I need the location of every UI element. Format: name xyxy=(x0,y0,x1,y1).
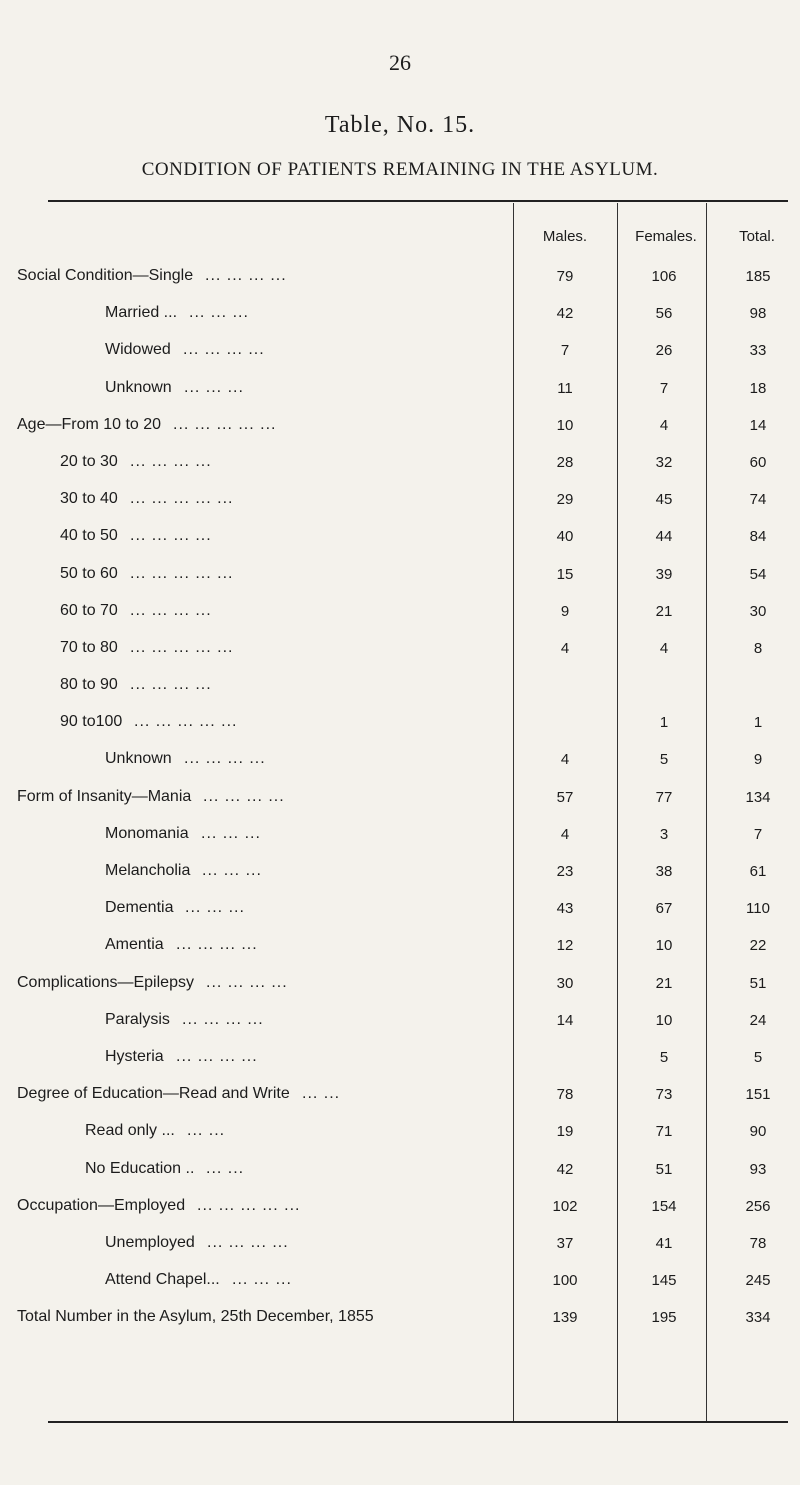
cell-total: 22 xyxy=(749,937,767,955)
cell-females: 39 xyxy=(655,565,673,583)
cell-females: 154 xyxy=(651,1197,677,1215)
table-row xyxy=(0,816,800,853)
leader-dots: ... ... ... ... xyxy=(183,341,265,359)
cell-males: 102 xyxy=(552,1197,578,1215)
cell-males: 15 xyxy=(556,565,574,583)
cell-females: 21 xyxy=(655,602,673,620)
row-label: Form of Insanity—Mania xyxy=(17,787,192,805)
table-row xyxy=(0,667,800,704)
cell-total: 93 xyxy=(749,1160,767,1178)
table-row xyxy=(0,481,800,518)
row-label: Social Condition—Single xyxy=(17,267,194,284)
cell-males: 12 xyxy=(556,937,574,955)
cell-females: 4 xyxy=(659,416,669,434)
cell-females: 10 xyxy=(655,1011,673,1029)
leader-dots: ... ... ... ... ... xyxy=(197,1196,301,1214)
cell-total: 74 xyxy=(749,491,767,509)
cell-total: 256 xyxy=(745,1197,771,1215)
cell-total: 84 xyxy=(749,528,767,546)
leader-dots: ... ... ... ... xyxy=(184,750,266,768)
table-row xyxy=(0,890,800,927)
leader-dots: ... ... ... ... xyxy=(182,1010,264,1028)
cell-males: 78 xyxy=(556,1086,574,1104)
row-label: Paralysis xyxy=(105,1010,170,1028)
row-label: Monomania xyxy=(105,824,189,842)
cell-females: 77 xyxy=(655,788,673,806)
table-row xyxy=(0,593,800,630)
cell-total: 110 xyxy=(746,900,770,918)
table-row xyxy=(0,630,800,667)
table-row xyxy=(0,741,800,778)
cell-total: 61 xyxy=(749,863,767,880)
cell-males: 11 xyxy=(557,379,573,397)
cell-total: 30 xyxy=(749,602,767,620)
table-row xyxy=(0,1151,800,1188)
cell-females: 67 xyxy=(655,900,673,918)
cell-females: 56 xyxy=(655,305,673,323)
leader-dots: ... ... ... xyxy=(185,899,245,917)
leader-dots: ... ... ... ... xyxy=(130,452,212,470)
cell-total: 245 xyxy=(745,1272,771,1290)
cell-females: 38 xyxy=(655,863,673,880)
leader-dots: ... ... xyxy=(302,1085,341,1103)
cell-total: 185 xyxy=(745,268,771,285)
cell-total: 134 xyxy=(745,788,771,806)
table-row xyxy=(0,444,800,481)
cell-females: 7 xyxy=(659,379,669,397)
cell-females: 44 xyxy=(655,528,673,546)
leader-dots: ... ... ... xyxy=(189,304,249,322)
row-label: Degree of Education—Read and Write xyxy=(17,1085,290,1103)
cell-males: 4 xyxy=(560,639,570,657)
column-header-females: Females. xyxy=(635,228,697,245)
table-bottom-rule xyxy=(48,1421,788,1423)
table-row xyxy=(0,1262,800,1299)
cell-females: 145 xyxy=(651,1272,677,1290)
cell-males: 57 xyxy=(556,788,574,806)
cell-females: 3 xyxy=(659,825,669,843)
leader-dots: ... ... ... ... xyxy=(207,1233,289,1251)
cell-females: 195 xyxy=(651,1309,677,1327)
cell-females: 10 xyxy=(655,937,673,955)
leader-dots: ... ... ... ... xyxy=(203,787,285,805)
cell-females: 51 xyxy=(655,1160,673,1178)
cell-total: 7 xyxy=(753,825,763,843)
table-subtitle: CONDITION OF PATIENTS REMAINING IN THE ASYLUM. xyxy=(141,159,659,180)
row-label: Complications—Epilepsy xyxy=(17,973,194,991)
table-row xyxy=(0,332,800,369)
cell-females: 5 xyxy=(659,1048,669,1066)
row-label: 20 to 30 xyxy=(60,452,118,470)
cell-males: 42 xyxy=(556,305,574,323)
cell-total: 9 xyxy=(753,751,763,769)
table-row xyxy=(0,1076,800,1113)
cell-males: 40 xyxy=(556,528,574,546)
row-label: Unknown xyxy=(105,378,172,396)
page-number: 26 xyxy=(389,50,411,75)
cell-males: 4 xyxy=(560,751,570,769)
leader-dots: ... ... xyxy=(187,1122,226,1140)
table-row xyxy=(0,1188,800,1225)
column-header-total: Total. xyxy=(739,228,775,245)
leader-dots: ... ... ... ... xyxy=(176,936,258,954)
cell-males: 43 xyxy=(556,900,574,918)
table-row xyxy=(0,407,800,444)
cell-females: 26 xyxy=(655,342,673,360)
row-label: Married ... xyxy=(105,304,178,322)
cell-total: 51 xyxy=(749,974,767,992)
table-row xyxy=(0,1299,800,1336)
row-label: 80 to 90 xyxy=(60,676,118,694)
leader-dots: ... ... ... xyxy=(232,1271,292,1289)
row-label: Unemployed xyxy=(105,1233,195,1251)
cell-females: 45 xyxy=(655,491,673,509)
leader-dots: ... ... ... ... xyxy=(205,267,287,284)
table-row xyxy=(0,927,800,964)
leader-dots: ... ... ... xyxy=(201,824,261,842)
table-row xyxy=(0,556,800,593)
cell-total: 5 xyxy=(753,1048,763,1066)
cell-total: 8 xyxy=(753,639,763,657)
table-row xyxy=(0,965,800,1002)
row-label: Widowed xyxy=(105,341,171,359)
cell-males: 29 xyxy=(556,491,574,509)
table-row xyxy=(0,704,800,741)
leader-dots: ... ... ... ... xyxy=(130,601,212,619)
cell-females: 41 xyxy=(655,1234,673,1252)
leader-dots: ... ... ... ... ... xyxy=(130,638,234,656)
row-label: 70 to 80 xyxy=(60,638,118,656)
table-row xyxy=(0,1002,800,1039)
row-label: Age—From 10 to 20 xyxy=(17,415,162,433)
table-row xyxy=(0,1225,800,1262)
row-label: 90 to100 xyxy=(60,713,123,731)
leader-dots: ... ... ... ... ... xyxy=(134,713,238,731)
cell-total: 98 xyxy=(749,305,767,323)
cell-total: 1 xyxy=(753,714,763,732)
leader-dots: ... ... ... xyxy=(184,378,244,396)
leader-dots: ... ... ... ... xyxy=(130,676,212,694)
cell-females: 32 xyxy=(655,453,673,471)
table-row xyxy=(0,853,800,890)
row-label: Read only ... xyxy=(85,1122,175,1140)
row-label: 60 to 70 xyxy=(60,601,118,619)
row-label: Unknown xyxy=(105,750,172,768)
row-label: Occupation—Employed xyxy=(17,1196,186,1214)
leader-dots: ... ... ... xyxy=(202,862,262,879)
leader-dots: ... ... ... ... ... xyxy=(130,564,234,582)
cell-males: 23 xyxy=(556,863,574,880)
table-row xyxy=(0,258,800,295)
leader-dots: ... ... ... ... xyxy=(206,973,288,991)
cell-males: 79 xyxy=(556,268,574,285)
cell-males: 4 xyxy=(560,825,570,843)
cell-males: 28 xyxy=(556,453,574,471)
column-header-males: Males. xyxy=(542,228,588,245)
cell-females: 21 xyxy=(655,974,673,992)
table-top-rule xyxy=(48,200,788,202)
cell-males: 100 xyxy=(552,1272,578,1290)
cell-males: 42 xyxy=(556,1160,574,1178)
row-label: Dementia xyxy=(105,899,174,917)
table-title: Table, No. 15. xyxy=(324,112,476,138)
cell-males: 7 xyxy=(560,342,570,360)
table-row xyxy=(0,1039,800,1076)
cell-males: 30 xyxy=(556,974,574,992)
cell-total: 54 xyxy=(749,565,767,583)
row-label: Melancholia xyxy=(105,862,191,879)
table-row xyxy=(0,370,800,407)
cell-males: 139 xyxy=(552,1309,578,1327)
cell-total: 151 xyxy=(745,1086,771,1104)
row-label: 30 to 40 xyxy=(60,490,118,508)
cell-total: 90 xyxy=(749,1123,767,1141)
leader-dots: ... ... ... ... xyxy=(130,527,212,545)
leader-dots: ... ... ... ... xyxy=(176,1047,258,1065)
cell-total: 24 xyxy=(749,1011,767,1029)
cell-females: 5 xyxy=(659,751,669,769)
row-label: Hysteria xyxy=(105,1047,164,1065)
table-row xyxy=(0,295,800,332)
leader-dots: ... ... ... ... ... xyxy=(173,415,277,433)
cell-males: 19 xyxy=(556,1123,574,1141)
cell-females: 73 xyxy=(655,1086,673,1104)
cell-males: 14 xyxy=(556,1011,574,1029)
cell-females: 71 xyxy=(655,1123,673,1141)
cell-females: 106 xyxy=(651,268,677,285)
leader-dots: ... ... ... ... ... xyxy=(130,490,234,508)
cell-total: 18 xyxy=(749,379,767,397)
cell-total: 334 xyxy=(745,1309,771,1327)
row-label: Total Number in the Asylum, 25th December, 1855 xyxy=(17,1308,374,1326)
cell-females: 4 xyxy=(659,639,669,657)
row-label: Amentia xyxy=(105,936,164,954)
cell-females: 1 xyxy=(659,714,669,732)
table-row xyxy=(0,1113,800,1150)
cell-total: 78 xyxy=(749,1234,767,1252)
cell-males: 10 xyxy=(556,416,574,434)
cell-males: 9 xyxy=(560,602,570,620)
table-body xyxy=(0,258,800,1336)
row-label: Attend Chapel... xyxy=(105,1271,220,1289)
row-label: 50 to 60 xyxy=(60,564,118,582)
cell-total: 14 xyxy=(749,416,767,434)
table-row xyxy=(0,518,800,555)
row-label: No Education .. xyxy=(85,1159,195,1177)
row-label: 40 to 50 xyxy=(60,527,118,545)
leader-dots: ... ... xyxy=(206,1159,245,1177)
cell-males: 37 xyxy=(556,1234,574,1252)
cell-total: 33 xyxy=(749,342,767,360)
table-row xyxy=(0,779,800,816)
cell-total: 60 xyxy=(749,453,767,471)
